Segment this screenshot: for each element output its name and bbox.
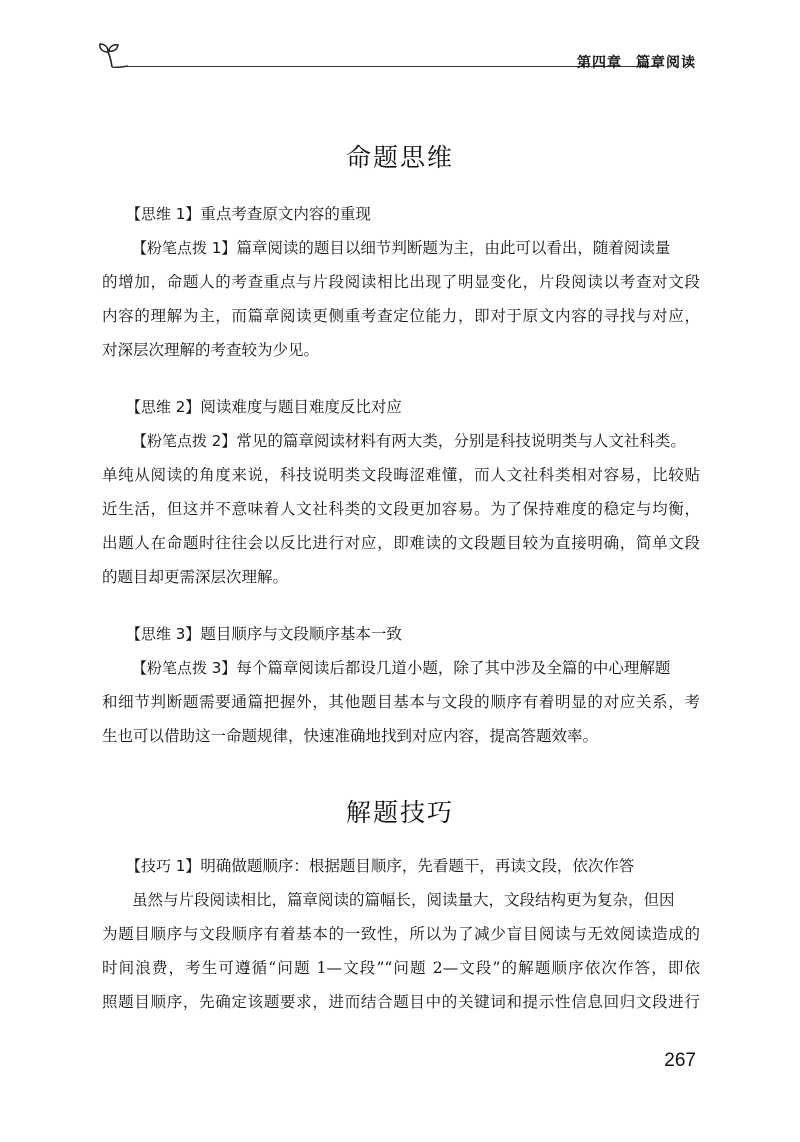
tip-2-line-1: 【粉笔点拨 2】常见的篇章阅读材料有两大类，分别是科技说明类与人文社科类。 — [132, 432, 686, 450]
tip-1-line-4: 对深层次理解的考查较为少见。 — [102, 341, 320, 359]
thinking-1-heading — [126, 203, 724, 225]
tip-1-label: 【粉笔点拨 1】 — [132, 239, 237, 257]
tip-2-label: 【粉笔点拨 2】 — [132, 432, 237, 450]
thinking-1-title: 重点考查原文内容的重现 — [200, 205, 371, 223]
tip-3-line-2: 和细节判断题需要通篇把握外，其他题目基本与文段的顺序有着明显的对应关系，考 — [102, 693, 700, 711]
thinking-3-label: 【思维 3】 — [126, 625, 201, 643]
thinking-2-title: 阅读难度与题目难度反比对应 — [200, 398, 402, 416]
chapter-heading — [577, 52, 696, 72]
tip-3-line-1: 【粉笔点拨 3】每个篇章阅读后都设几道小题，除了其中涉及全篇的中心理解题 — [132, 659, 671, 677]
thinking-3-title: 题目顺序与文段顺序基本一致 — [200, 625, 402, 643]
chapter-number: 第四章 — [577, 55, 622, 71]
tip-3-label: 【粉笔点拨 3】 — [132, 659, 237, 677]
technique-1-line-4: 照题目顺序，先确定该题要求，进而结合题目中的关键词和提示性信息回归文段进行 — [102, 993, 700, 1011]
thinking-1-label: 【思维 1】 — [126, 205, 201, 223]
running-header — [98, 40, 702, 74]
tip-3-line-3: 生也可以借助这一命题规律，快速准确地找到对应内容，提高答题效率。 — [102, 727, 599, 745]
technique-1-line-2: 为题目顺序与文段顺序有着基本的一致性，所以为了减少盲目阅读与无效阅读造成的 — [102, 925, 700, 943]
chapter-title: 篇章阅读 — [636, 55, 696, 71]
thinking-2-heading — [126, 396, 724, 418]
technique-1-heading — [126, 855, 724, 877]
tip-2-line-3: 近生活，但这并不意味着人文社科类的文段更加容易。为了保持难度的稳定与均衡， — [102, 500, 700, 518]
tip-1-line-2: 的增加，命题人的考查重点与片段阅读相比出现了明显变化，片段阅读以考查对文段 — [102, 273, 700, 291]
page-number: 267 — [664, 1050, 696, 1071]
technique-1-line-1: 虽然与片段阅读相比，篇章阅读的篇幅长，阅读量大，文段结构更为复杂，但因 — [132, 891, 675, 909]
sprout-icon — [98, 40, 134, 72]
technique-1-line-3: 时间浪费，考生可遵循“问题 1—文段”“问题 2—文段”的解题顺序依次作答，即依 — [102, 959, 700, 977]
tip-1-line-3: 内容的理解为主，而篇章阅读更侧重考查定位能力，即对于原文内容的寻找与对应， — [102, 307, 700, 325]
tip-2-line-5: 的题目却更需深层次理解。 — [102, 568, 289, 586]
tip-2-line-4: 出题人在命题时往往会以反比进行对应，即难读的文段题目较为直接明确，简单文段 — [102, 534, 700, 552]
tip-2-line-2: 单纯从阅读的角度来说，科技说明类文段晦涩难懂，而人文社科类相对容易，比较贴 — [102, 466, 700, 484]
thinking-2-label: 【思维 2】 — [126, 398, 201, 416]
section-title-thinking: 命题思维 — [345, 143, 454, 172]
thinking-3-heading — [126, 623, 724, 645]
section-title-techniques: 解题技巧 — [345, 798, 454, 827]
technique-1-label: 【技巧 1】 — [126, 857, 201, 875]
tip-1-line-1: 【粉笔点拨 1】篇章阅读的题目以细节判断题为主，由此可以看出，随着阅读量 — [132, 239, 671, 257]
technique-1-title: 明确做题顺序：根据题目顺序，先看题干，再读文段，依次作答 — [200, 857, 635, 875]
